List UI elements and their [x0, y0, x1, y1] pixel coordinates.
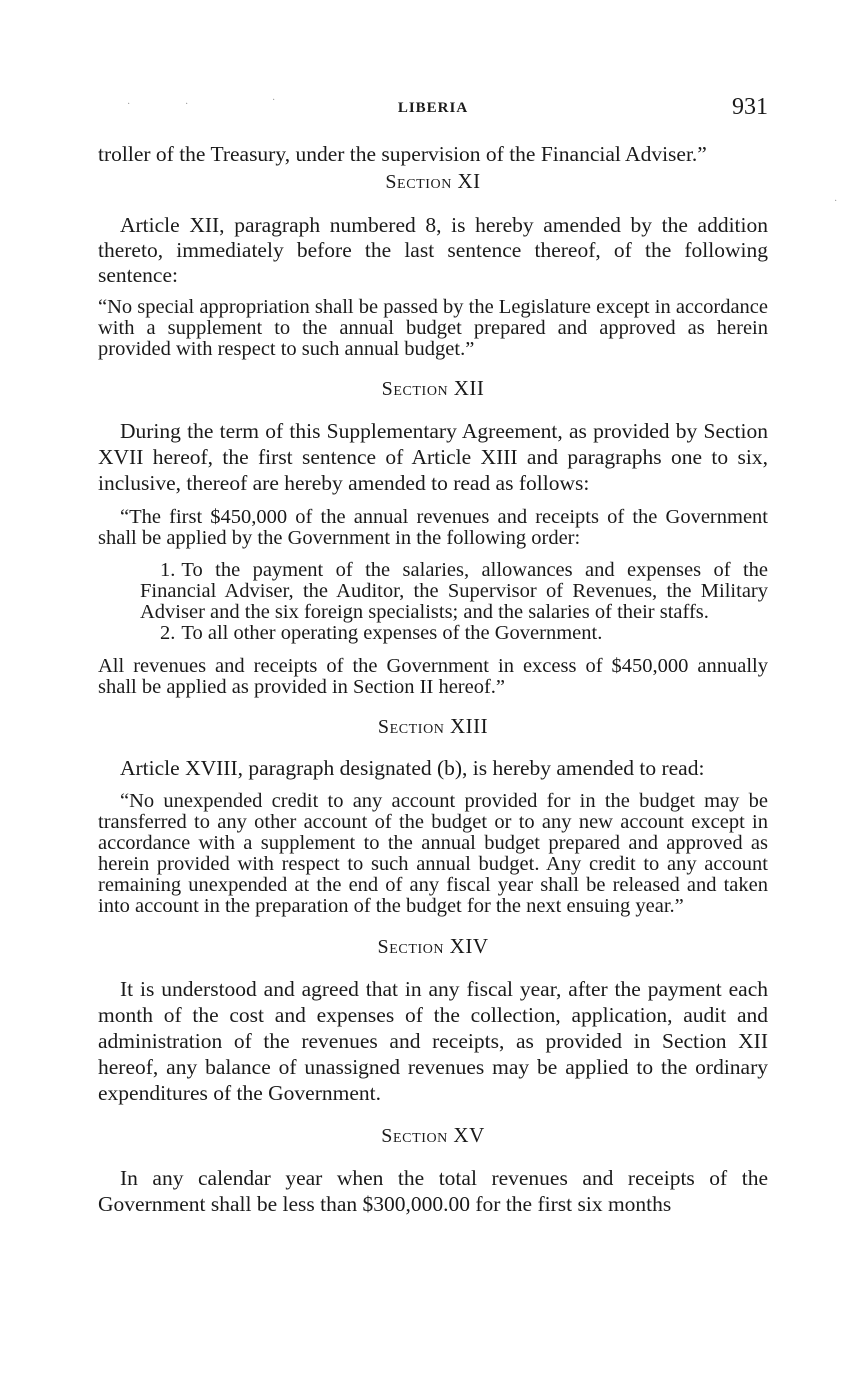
list-item-number: 2. [160, 622, 176, 644]
list-item-number: 1. [160, 559, 176, 581]
section-label: Section [381, 378, 449, 400]
section-heading-xii [98, 376, 768, 401]
section-xii-paragraph: During the term of this Supplementary Agreement, as provided by Section XVII hereof, the first sentence of Article XIII and paragraphs one to six, inclusive, thereof are hereby amended to read as follows: [98, 419, 768, 495]
section-xii-quote-intro: “The first $450,000 of the annual revenues and receipts of the Government shall be applied by the Government in the following order: [98, 506, 768, 549]
running-header [98, 96, 768, 126]
list-item [98, 623, 768, 644]
section-numeral: XI [457, 169, 481, 193]
list-item-text: To all other operating expenses of the Government. [181, 622, 603, 644]
section-xi-paragraph: Article XII, paragraph numbered 8, is hereby amended by the addition thereto, immediately before the last sentence thereof, of the following sentence: [98, 213, 768, 287]
section-label: Section [385, 171, 452, 193]
section-numeral: XII [453, 376, 485, 400]
section-xiv-paragraph: It is understood and agreed that in any fiscal year, after the payment each month of the cost and expenses of the collection, application, audit and administration of the revenues and receipts, as provided in Section XII hereof, any balance of unassigned revenues may be applied to the ordinary expenditures of the Government. [98, 977, 768, 1105]
scan-speck: · [834, 196, 838, 207]
section-numeral: XV [453, 1123, 485, 1147]
scan-speck: · [127, 99, 131, 110]
section-heading-xi [98, 169, 768, 194]
section-xiii-quote: “No unexpended credit to any account provided for in the budget may be transferred to any other account of the budget or to any new account except in accordance with a supplement to the annual budget prepared and approved as herein provided with respect to such annual budget. Any credit to any account remaining unexpended at the end of any fiscal year shall be released and taken into account in the preparation of the budget for the next ensuing year.” [98, 790, 768, 917]
section-xi-quote: “No special appropriation shall be passed by the Legislature except in accordance with a supplement to the annual budget prepared and approved as herein provided with respect to such annual budget.” [98, 296, 768, 360]
section-numeral: XIV [449, 934, 489, 958]
section-label: Section [377, 936, 445, 958]
appropriation-order-list [98, 560, 768, 644]
scan-speck: · [272, 95, 276, 106]
body-text [98, 142, 768, 1217]
list-item [98, 560, 768, 623]
section-numeral: XIII [450, 714, 489, 738]
continuation-paragraph: troller of the Treasury, under the supervision of the Financial Adviser.” [98, 142, 707, 166]
section-heading-xv [98, 1123, 768, 1148]
section-label: Section [381, 1125, 448, 1147]
page-number: 931 [732, 94, 768, 120]
scan-speck: · [185, 99, 189, 110]
section-heading-xiii [98, 714, 768, 739]
section-heading-xiv [98, 934, 768, 959]
section-label: Section [377, 716, 445, 738]
section-xiii-paragraph: Article XVIII, paragraph designated (b), is hereby amended to read: [120, 756, 705, 780]
running-title: LIBERIA [397, 100, 469, 116]
section-xii-quote-close: All revenues and receipts of the Government in excess of $450,000 annually shall be applied as provided in Section II hereof.” [98, 655, 768, 698]
list-item-text: To the payment of the salaries, allowances and expenses of the Financial Adviser, the Auditor, the Supervisor of Revenues, the Military Adviser and the six foreign specialists; and the salaries of their staffs. [140, 559, 768, 623]
section-xv-paragraph: In any calendar year when the total revenues and receipts of the Government shall be less than $300,000.00 for the first six months [98, 1166, 768, 1216]
